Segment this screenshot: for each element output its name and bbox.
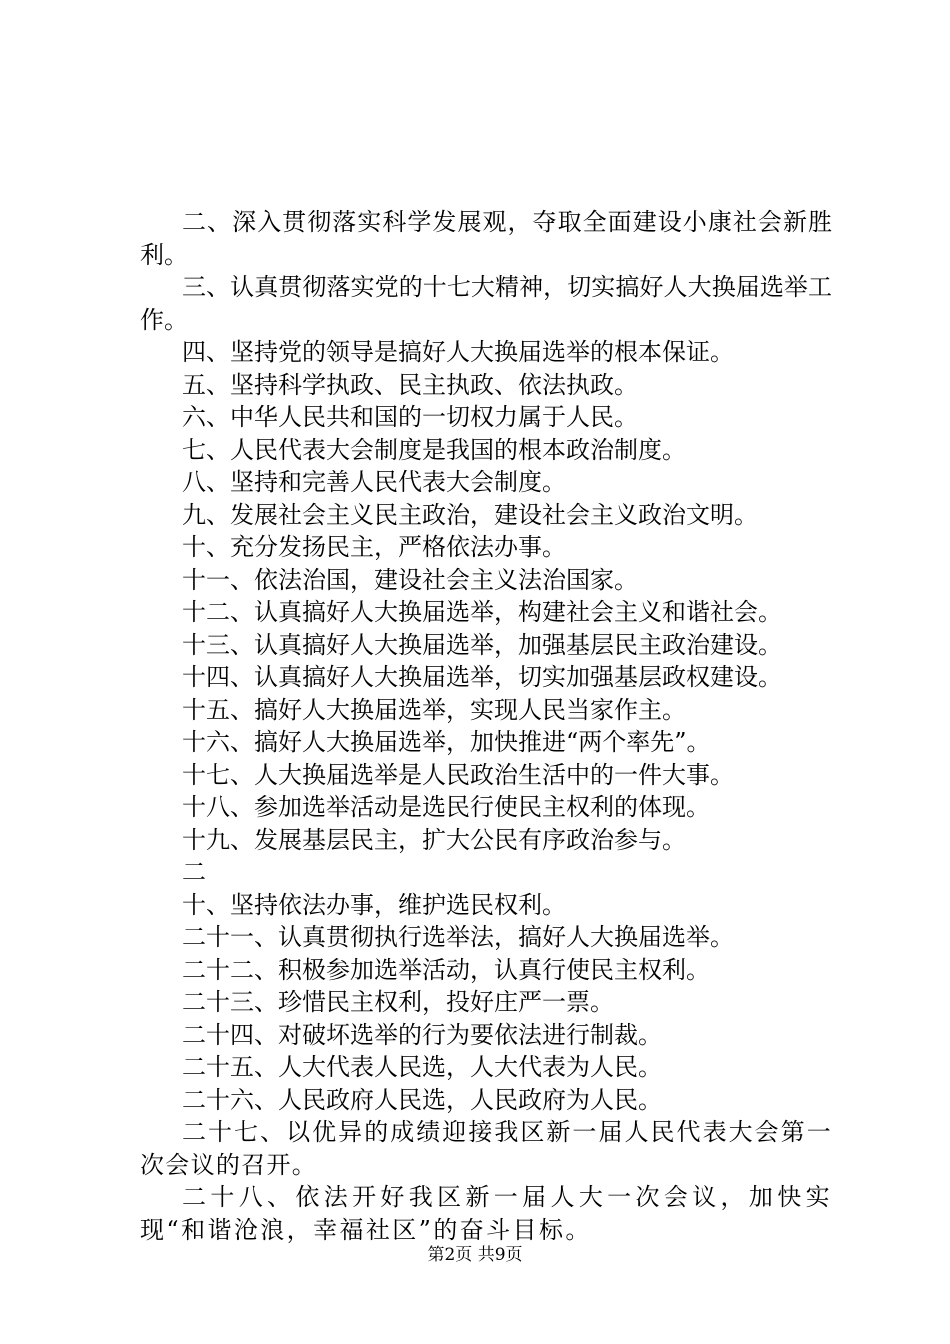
page-number-footer: 第2页 共9页 bbox=[427, 1245, 523, 1265]
paragraph: 二十三、珍惜民主权利，投好庄严一票。 bbox=[182, 988, 614, 1016]
paragraph: 九、发展社会主义民主政治，建设社会主义政治文明。 bbox=[182, 500, 758, 529]
paragraph: 十三、认真搞好人大换届选举，加强基层民主政治建设。 bbox=[182, 630, 782, 659]
document-body bbox=[140, 206, 832, 1246]
paragraph: 二十一、认真贯彻执行选举法，搞好人大换届选举。 bbox=[182, 923, 734, 951]
paragraph: 十八、参加选举活动是选民行使民主权利的体现。 bbox=[182, 793, 710, 821]
paragraph: 十一、依法治国，建设社会主义法治国家。 bbox=[182, 565, 638, 594]
paragraph: 八、坚持和完善人民代表大会制度。 bbox=[182, 468, 566, 496]
paragraph: 七、人民代表大会制度是我国的根本政治制度。 bbox=[182, 435, 686, 464]
paragraph: 十二、认真搞好人大换届选举，构建社会主义和谐社会。 bbox=[182, 598, 782, 626]
paragraph: 十、充分发扬民主，严格依法办事。 bbox=[182, 533, 566, 561]
paragraph: 二十二、积极参加选举活动，认真行使民主权利。 bbox=[182, 955, 710, 984]
paragraph: 十六、搞好人大换届选举，加快推进“两个率先”。 bbox=[182, 728, 711, 756]
paragraph: 十九、发展基层民主，扩大公民有序政治参与。 bbox=[182, 825, 686, 854]
paragraph: 十五、搞好人大换届选举，实现人民当家作主。 bbox=[182, 695, 686, 724]
paragraph: 二十四、对破坏选举的行为要依法进行制裁。 bbox=[182, 1020, 662, 1049]
paragraph: 二十八、依法开好我区新一届人大一次会议，加快实现“和谐沧浪，幸福社区”的奋斗目标。 bbox=[140, 1183, 832, 1244]
paragraph: 二、深入贯彻落实科学发展观，夺取全面建设小康社会新胜利。 bbox=[140, 208, 832, 269]
paragraph: 二十五、人大代表人民选，人大代表为人民。 bbox=[182, 1053, 662, 1081]
paragraph: 十七、人大换届选举是人民政治生活中的一件大事。 bbox=[182, 760, 734, 789]
paragraph: 二 bbox=[182, 858, 206, 886]
paragraph: 三、认真贯彻落实党的十七大精神，切实搞好人大换届选举工作。 bbox=[140, 273, 832, 334]
paragraph: 十、坚持依法办事，维护选民权利。 bbox=[182, 890, 566, 919]
paragraph: 十四、认真搞好人大换届选举，切实加强基层政权建设。 bbox=[182, 663, 782, 691]
paragraph: 五、坚持科学执政、民主执政、依法执政。 bbox=[182, 370, 638, 399]
paragraph: 二十七、以优异的成绩迎接我区新一届人民代表大会第一次会议的召开。 bbox=[140, 1118, 832, 1179]
paragraph: 二十六、人民政府人民选，人民政府为人民。 bbox=[182, 1085, 662, 1114]
paragraph: 四、坚持党的领导是搞好人大换届选举的根本保证。 bbox=[182, 338, 734, 366]
paragraph: 六、中华人民共和国的一切权力属于人民。 bbox=[182, 403, 638, 431]
